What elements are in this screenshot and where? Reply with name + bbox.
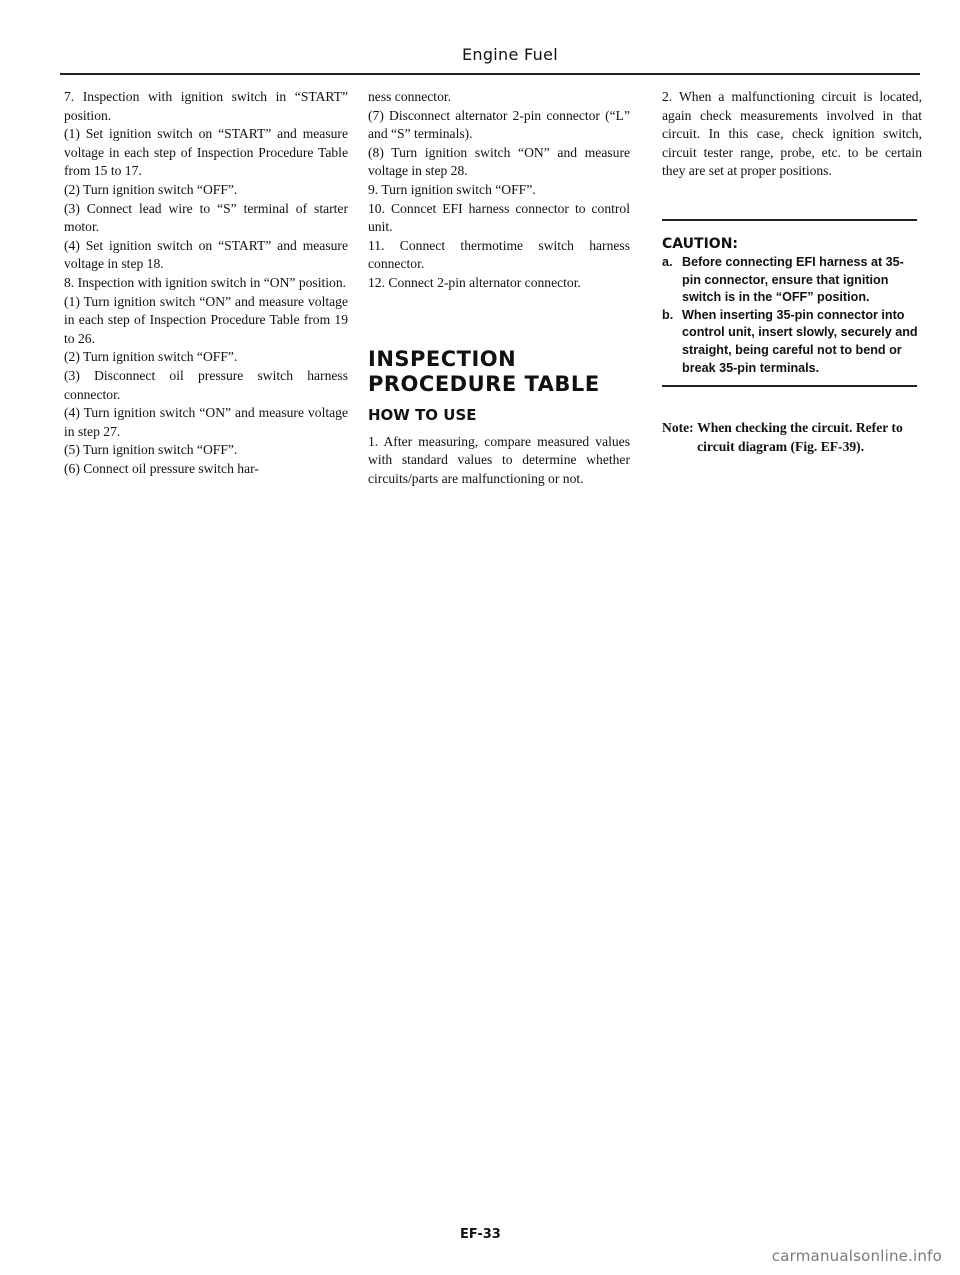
page-number: EF-33 [460, 1227, 501, 1242]
paragraph: 8. Inspection with ignition switch in “ON” position. [64, 274, 347, 290]
caution-text: Before connecting EFI harness at 35-pin connector, ensure that ignition switch is in the “OFF” position. [682, 254, 904, 305]
paragraph: (2) Turn ignition switch “OFF”. [64, 349, 238, 365]
page-header-title: Engine Fuel [462, 45, 558, 64]
paragraph: (6) Connect oil pressure switch har- [64, 460, 259, 476]
paragraph: (4) Turn ignition switch “ON” and measure voltage in step 27. [64, 405, 348, 439]
paragraph: (1) Turn ignition switch “ON” and measure voltage in each step of Inspection Procedure Table from 19 to 26. [64, 293, 348, 346]
caution-marker: a. [662, 254, 673, 269]
paragraph: (3) Disconnect oil pressure switch harness connector. [64, 367, 348, 402]
spacer [662, 377, 922, 385]
note-text: When checking the circuit. Refer to circuit diagram (Fig. EF-39). [697, 420, 903, 454]
paragraph: 9. Turn ignition switch “OFF”. [368, 181, 536, 197]
paragraph: 7. Inspection with ignition switch in “START” position. [64, 89, 348, 123]
caution-title: CAUTION: [662, 235, 739, 252]
paragraph: 11. Connect thermotime switch harness connector. [368, 237, 630, 272]
caution-rule-top [662, 219, 917, 221]
paragraph: (2) Turn ignition switch “OFF”. [64, 181, 238, 197]
column-1 [64, 88, 348, 478]
how-to-use-paragraph: 1. After measuring, compare measured values with standard values to determine whether circuits/parts are malfunctioning or not. [368, 433, 630, 486]
caution-text: When inserting 35-pin connector into control unit, insert slowly, securely and straight, being careful not to bend or break 35-pin terminals. [682, 307, 918, 375]
section-heading-line-1: INSPECTION [368, 346, 517, 371]
paragraph: (7) Disconnect alternator 2-pin connector (“L” and “S” terminals). [368, 107, 630, 142]
subheading: HOW TO USE [368, 405, 477, 424]
caution-item [662, 254, 922, 307]
section-heading [368, 347, 630, 397]
paragraph: ness connector. [368, 89, 452, 104]
paragraph: 12. Connect 2-pin alternator connector. [368, 274, 581, 290]
column-3 [662, 88, 922, 456]
section-heading-line-2: PROCEDURE TABLE [368, 371, 600, 396]
paragraph: (5) Turn ignition switch “OFF”. [64, 442, 238, 458]
header-rule [60, 73, 920, 75]
paragraph: (3) Connect lead wire to “S” terminal of starter motor. [64, 200, 348, 235]
spacer [662, 181, 922, 219]
paragraph: (8) Turn ignition switch “ON” and measure voltage in step 28. [368, 144, 630, 179]
column-2 [368, 88, 630, 488]
caution-list [662, 254, 922, 377]
note-label: Note: [662, 420, 698, 436]
caution-item [662, 307, 922, 377]
paragraph: (1) Set ignition switch on “START” and measure voltage in each step of Inspection Procedure Table from 15 to 17. [64, 126, 348, 179]
spacer [662, 387, 922, 419]
paragraph: 2. When a malfunctioning circuit is located, again check measurements involved in that circuit. In this case, check ignition switch, circuit tester range, probe, etc. to be certain they are set at proper positions. [662, 89, 922, 179]
paragraph: (4) Set ignition switch on “START” and measure voltage in step 18. [64, 237, 348, 272]
spacer [368, 293, 630, 347]
watermark: carmanualsonline.info [771, 1247, 942, 1265]
note [662, 419, 922, 456]
caution-marker: b. [662, 307, 674, 322]
paragraph: 10. Conncet EFI harness connector to control unit. [368, 200, 630, 235]
